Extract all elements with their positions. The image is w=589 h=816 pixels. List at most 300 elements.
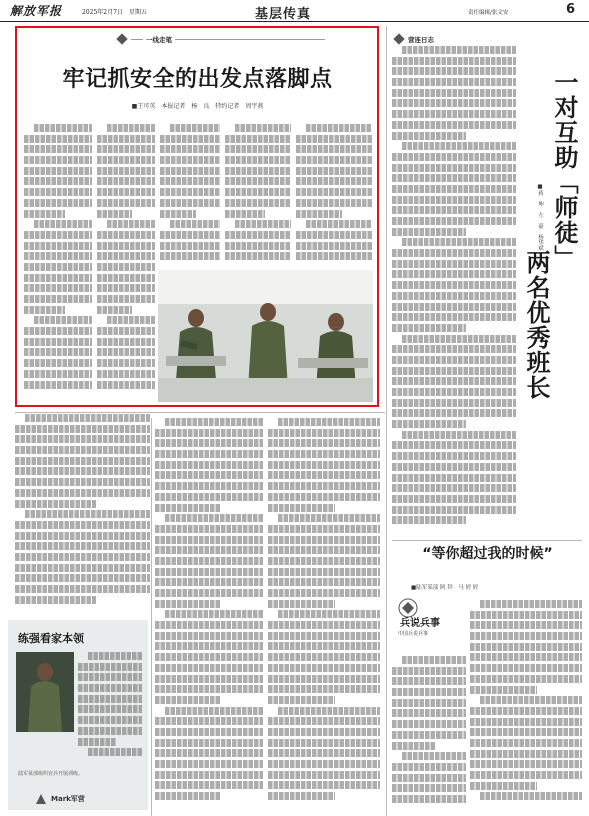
text-line (24, 348, 92, 356)
text-line (470, 760, 582, 768)
text-line (24, 381, 92, 389)
text-line (97, 231, 155, 239)
lead-headline: 牢记抓安全的出发点落脚点 (62, 67, 333, 92)
text-line (402, 656, 466, 664)
lead-body-column-3 (160, 124, 220, 264)
notes-headline-part2: 两名优秀班长 (522, 250, 550, 400)
lead-body-column-4 (225, 124, 291, 264)
text-line (392, 731, 466, 739)
text-line (97, 274, 155, 282)
text-line (24, 274, 92, 282)
text-line (78, 705, 142, 713)
lead-column-label: 一线走笔 (146, 35, 172, 44)
text-line (24, 338, 92, 346)
text-line (155, 642, 263, 650)
text-line (470, 675, 582, 683)
text-line (97, 145, 155, 153)
text-line (24, 135, 92, 143)
middle-body-column-1 (155, 418, 263, 810)
text-line (97, 327, 155, 335)
text-line (480, 696, 582, 704)
text-line (470, 728, 582, 736)
soldier-column-subtitle: 中国兵说兵事 (398, 631, 429, 637)
text-line (24, 156, 92, 164)
text-line (402, 238, 516, 246)
text-line (25, 510, 150, 518)
text-line (165, 707, 263, 715)
text-line (15, 489, 150, 497)
text-line (402, 431, 516, 439)
text-line (392, 196, 516, 204)
text-line (392, 516, 466, 524)
mark-icon (35, 793, 47, 805)
left-body-column (15, 414, 150, 614)
text-line (24, 242, 92, 250)
text-line (155, 685, 263, 693)
text-line (392, 324, 466, 332)
lead-body-column-1 (24, 124, 92, 402)
text-line (225, 156, 291, 164)
text-line (78, 716, 142, 724)
text-line (24, 231, 92, 239)
text-line (392, 367, 516, 375)
text-line (392, 185, 516, 193)
text-line (225, 167, 291, 175)
text-line (268, 450, 380, 458)
notes-body-column (392, 46, 516, 536)
mark-column-label: Mark军营 (51, 795, 85, 803)
text-line (15, 500, 96, 508)
text-line (268, 653, 380, 661)
text-line (155, 471, 263, 479)
text-line (392, 709, 466, 717)
text-line (155, 589, 263, 597)
text-line (392, 303, 516, 311)
text-line (24, 252, 92, 260)
text-line (392, 121, 516, 129)
text-line (392, 99, 516, 107)
lead-column-tag (116, 33, 325, 45)
text-line (392, 228, 466, 236)
text-line (155, 781, 263, 789)
text-line (24, 263, 92, 271)
text-line (15, 435, 150, 443)
text-line (97, 199, 155, 207)
text-line (392, 153, 516, 161)
text-line (24, 370, 92, 378)
text-line (155, 482, 263, 490)
text-line (160, 199, 220, 207)
text-line (268, 546, 380, 554)
text-line (296, 167, 372, 175)
text-line (155, 760, 263, 768)
text-line (97, 188, 155, 196)
text-line (268, 504, 335, 512)
text-line (392, 420, 466, 428)
text-line (225, 210, 265, 218)
text-line (24, 188, 92, 196)
middle-body-column-2 (268, 418, 380, 810)
text-line (392, 388, 516, 396)
text-line (392, 270, 516, 278)
text-line (78, 663, 142, 671)
text-line (97, 295, 155, 303)
text-line (155, 557, 263, 565)
text-line (155, 728, 263, 736)
text-line (155, 546, 263, 554)
text-line (268, 792, 335, 800)
text-line (296, 156, 372, 164)
text-line (392, 174, 516, 182)
text-line (97, 242, 155, 250)
text-line (225, 231, 291, 239)
text-line (268, 696, 335, 704)
text-line (15, 521, 150, 529)
text-line (402, 142, 516, 150)
text-line (165, 418, 263, 426)
text-line (306, 124, 372, 132)
text-line (268, 771, 380, 779)
feature-body-column-left (392, 656, 466, 810)
text-line (24, 284, 92, 292)
section-title: 基层传真 (255, 7, 312, 22)
text-line (235, 124, 291, 132)
text-line (170, 220, 220, 228)
column-divider (151, 418, 152, 816)
practice-body-column (78, 652, 142, 764)
text-line (268, 429, 380, 437)
text-line (155, 632, 263, 640)
text-line (268, 781, 380, 789)
lead-byline: ■王可英 本报记者 杨 良 特约记者 周宇燕 (131, 103, 264, 110)
feature-body-column-right (470, 600, 582, 810)
notes-column-label: 营连日志 (408, 35, 434, 44)
text-line (97, 135, 155, 143)
text-line (15, 574, 150, 582)
text-line (268, 664, 380, 672)
text-line (165, 610, 263, 618)
practice-title: 练强看家本领 (18, 632, 84, 645)
lead-body-column-2 (97, 124, 155, 402)
text-line (470, 750, 582, 758)
text-line (24, 199, 92, 207)
text-line (25, 414, 150, 422)
text-line (480, 792, 582, 800)
text-line (225, 199, 291, 207)
feature-byline: ■陆军某部 阿 拜 马 婷 婷 (411, 585, 479, 591)
text-line (402, 335, 516, 343)
text-line (97, 156, 155, 164)
text-line (15, 457, 150, 465)
text-line (278, 707, 380, 715)
text-line (88, 652, 142, 660)
text-line (296, 188, 372, 196)
text-line (155, 568, 263, 576)
text-line (392, 132, 466, 140)
text-line (225, 135, 291, 143)
text-line (392, 677, 466, 685)
text-line (97, 348, 155, 356)
text-line (97, 370, 155, 378)
text-line (268, 632, 380, 640)
text-line (392, 484, 516, 492)
text-line (470, 686, 537, 694)
text-line (470, 643, 582, 651)
text-line (392, 377, 516, 385)
text-line (15, 467, 150, 475)
text-line (78, 738, 116, 746)
text-line (392, 356, 516, 364)
text-line (15, 425, 150, 433)
text-line (268, 493, 380, 501)
text-line (155, 504, 220, 512)
text-line (15, 585, 150, 593)
text-line (470, 621, 582, 629)
practice-caption: 陆军某部组织官兵开展训练。 (18, 771, 84, 777)
text-line (155, 429, 263, 437)
text-line (24, 306, 65, 314)
text-line (268, 685, 380, 693)
text-line (155, 675, 263, 683)
text-line (155, 653, 263, 661)
lead-body-column-5 (296, 124, 372, 264)
page-number: 6 (566, 2, 576, 17)
text-line (268, 568, 380, 576)
text-line (296, 145, 372, 153)
text-line (24, 177, 92, 185)
text-line (88, 748, 142, 756)
text-line (97, 252, 155, 260)
text-line (155, 749, 263, 757)
text-line (296, 210, 342, 218)
text-line (296, 177, 372, 185)
text-line (34, 220, 92, 228)
practice-photo (16, 652, 74, 732)
text-line (296, 252, 372, 260)
text-line (306, 220, 372, 228)
text-line (268, 471, 380, 479)
text-line (296, 242, 372, 250)
text-line (470, 664, 582, 672)
text-line (268, 621, 380, 629)
text-line (268, 525, 380, 533)
text-line (296, 135, 372, 143)
text-line (155, 717, 263, 725)
text-line (97, 306, 132, 314)
text-line (402, 46, 516, 54)
text-line (97, 263, 155, 271)
tag-rule (175, 39, 325, 40)
text-line (155, 664, 263, 672)
text-line (107, 220, 155, 228)
text-line (155, 525, 263, 533)
text-line (392, 313, 516, 321)
text-line (15, 478, 150, 486)
text-line (160, 145, 220, 153)
text-line (470, 782, 537, 790)
text-line (34, 124, 92, 132)
text-line (225, 188, 291, 196)
feature-headline: “等你超过我的时候” (422, 546, 553, 562)
text-line (24, 295, 92, 303)
notes-headline-1 (548, 70, 578, 380)
text-line (155, 696, 220, 704)
notes-headline-part1: 一对互助「师徒」 (550, 70, 578, 270)
text-line (225, 252, 291, 260)
text-line (107, 124, 155, 132)
text-line (225, 177, 291, 185)
text-line (160, 177, 220, 185)
text-line (392, 699, 466, 707)
text-line (392, 452, 516, 460)
text-line (15, 532, 150, 540)
text-line (392, 345, 516, 353)
text-line (155, 450, 263, 458)
text-line (235, 220, 291, 228)
text-line (268, 578, 380, 586)
text-line (392, 441, 516, 449)
text-line (392, 667, 466, 675)
text-line (268, 536, 380, 544)
text-line (268, 760, 380, 768)
text-line (107, 316, 155, 324)
diamond-icon (393, 33, 404, 44)
text-line (78, 673, 142, 681)
text-line (155, 536, 263, 544)
text-line (268, 642, 380, 650)
text-line (160, 252, 220, 260)
text-line (392, 784, 466, 792)
text-line (392, 742, 436, 750)
text-line (24, 359, 92, 367)
text-line (278, 418, 380, 426)
text-line (268, 728, 380, 736)
text-line (34, 316, 92, 324)
issue-date: 2025年2月7日 星期五 (82, 9, 147, 16)
text-line (296, 199, 372, 207)
text-line (97, 284, 155, 292)
text-line (268, 589, 380, 597)
text-line (78, 695, 142, 703)
text-line (97, 210, 132, 218)
text-line (15, 553, 150, 561)
newspaper-logo: 解放军报 (10, 4, 63, 18)
text-line (155, 600, 220, 608)
text-line (392, 78, 516, 86)
text-line (392, 409, 516, 417)
text-line (155, 578, 263, 586)
lead-photo (158, 270, 373, 402)
text-line (296, 231, 372, 239)
text-line (160, 188, 220, 196)
text-line (392, 206, 516, 214)
text-line (78, 684, 142, 692)
text-line (392, 720, 466, 728)
text-line (470, 632, 582, 640)
column-divider (386, 26, 387, 816)
divider (15, 412, 385, 413)
text-line (268, 482, 380, 490)
text-line (392, 292, 516, 300)
text-line (15, 446, 150, 454)
text-line (24, 145, 92, 153)
text-line (97, 177, 155, 185)
text-line (15, 596, 96, 604)
text-line (160, 156, 220, 164)
text-line (155, 739, 263, 747)
text-line (97, 381, 155, 389)
tag-rule (131, 39, 143, 40)
text-line (392, 217, 516, 225)
text-line (392, 249, 516, 257)
text-line (78, 727, 142, 735)
text-line (165, 514, 263, 522)
masthead (0, 0, 589, 22)
diamond-icon (116, 33, 127, 44)
text-line (24, 210, 65, 218)
text-line (392, 164, 516, 172)
text-line (268, 557, 380, 565)
text-line (392, 763, 466, 771)
text-line (97, 167, 155, 175)
text-line (160, 135, 220, 143)
text-line (15, 564, 150, 572)
notes-byline: ■蒋 坤 左 豪 杨华斌 (537, 184, 543, 251)
text-line (278, 514, 380, 522)
text-line (268, 739, 380, 747)
text-line (402, 752, 466, 760)
text-line (392, 463, 516, 471)
text-line (24, 327, 92, 335)
soldier-column-badge (394, 596, 456, 650)
text-line (392, 688, 466, 696)
text-line (24, 167, 92, 175)
text-line (480, 600, 582, 608)
text-line (160, 231, 220, 239)
text-line (470, 718, 582, 726)
text-line (268, 717, 380, 725)
text-line (155, 461, 263, 469)
text-line (155, 621, 263, 629)
text-line (268, 439, 380, 447)
text-line (392, 774, 466, 782)
text-line (392, 57, 516, 65)
text-line (470, 771, 582, 779)
text-line (470, 707, 582, 715)
soldier-column-title: 兵说兵事 (400, 618, 440, 629)
text-line (160, 242, 220, 250)
text-line (392, 495, 516, 503)
text-line (225, 145, 291, 153)
text-line (97, 359, 155, 367)
text-line (15, 542, 150, 550)
text-line (160, 167, 220, 175)
text-line (170, 124, 220, 132)
text-line (392, 474, 516, 482)
text-line (392, 260, 516, 268)
text-line (392, 795, 466, 803)
text-line (392, 67, 516, 75)
text-line (160, 210, 196, 218)
text-line (225, 242, 291, 250)
text-line (155, 792, 220, 800)
divider (392, 540, 582, 541)
text-line (392, 89, 516, 97)
text-line (470, 653, 582, 661)
text-line (268, 461, 380, 469)
text-line (155, 493, 263, 501)
text-line (392, 399, 516, 407)
